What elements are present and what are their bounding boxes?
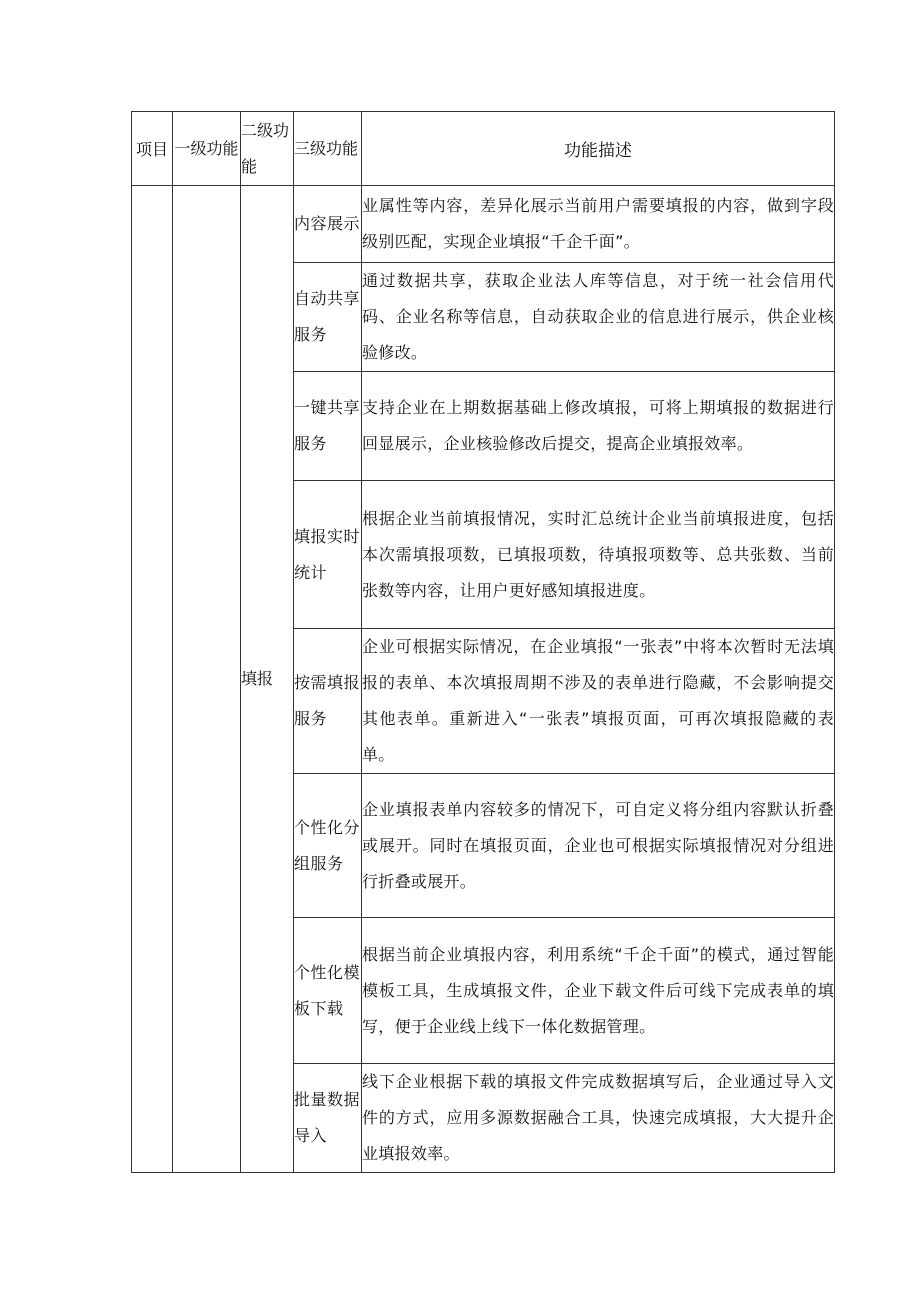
description-cell: 支持企业在上期数据基础上修改填报，可将上期填报的数据进行回显展示，企业核验修改后提交，提高企业填报效率。 — [362, 372, 835, 481]
level3-cell: 一键共享服务 — [294, 372, 362, 481]
description-cell: 业属性等内容，差异化展示当前用户需要填报的内容，做到字段级别匹配，实现企业填报“千企千面”。 — [362, 186, 835, 263]
header-row — [132, 112, 835, 186]
level3-cell: 个性化分组服务 — [294, 774, 362, 918]
project-cell — [132, 186, 173, 1173]
header-level2: 二级功能 — [241, 112, 294, 186]
description-cell: 线下企业根据下载的填报文件完成数据填写后，企业通过导入文件的方式，应用多源数据融合工具，快速完成填报，大大提升企业填报效率。 — [362, 1064, 835, 1173]
header-level1: 一级功能 — [173, 112, 241, 186]
description-cell: 企业填报表单内容较多的情况下，可自定义将分组内容默认折叠或展开。同时在填报页面，企业也可根据实际填报情况对分组进行折叠或展开。 — [362, 774, 835, 918]
description-cell: 根据当前企业填报内容，利用系统“千企千面”的模式，通过智能模板工具，生成填报文件，企业下载文件后可线下完成表单的填写，便于企业线上线下一体化数据管理。 — [362, 918, 835, 1064]
description-cell: 通过数据共享，获取企业法人库等信息，对于统一社会信用代码、企业名称等信息，自动获取企业的信息进行展示，供企业核验修改。 — [362, 263, 835, 372]
level2-cell: 填报 — [241, 186, 294, 1173]
description-cell: 根据企业当前填报情况，实时汇总统计企业当前填报进度，包括本次需填报项数，已填报项数，待填报项数等、总共张数、当前张数等内容，让用户更好感知填报进度。 — [362, 481, 835, 629]
header-project: 项目 — [132, 112, 173, 186]
level3-cell: 按需填报服务 — [294, 629, 362, 774]
level1-cell — [173, 186, 241, 1173]
level3-cell: 自动共享服务 — [294, 263, 362, 372]
description-cell: 企业可根据实际情况，在企业填报“一张表”中将本次暂时无法填报的表单、本次填报周期不涉及的表单进行隐藏，不会影响提交其他表单。重新进入“一张表”填报页面，可再次填报隐藏的表单。 — [362, 629, 835, 774]
level3-cell: 批量数据导入 — [294, 1064, 362, 1173]
header-level3: 三级功能 — [294, 112, 362, 186]
level3-cell: 填报实时统计 — [294, 481, 362, 629]
level3-cell: 个性化模板下载 — [294, 918, 362, 1064]
function-table — [131, 111, 835, 1173]
table-row — [132, 186, 835, 263]
level3-cell: 内容展示 — [294, 186, 362, 263]
header-description: 功能描述 — [362, 112, 835, 186]
